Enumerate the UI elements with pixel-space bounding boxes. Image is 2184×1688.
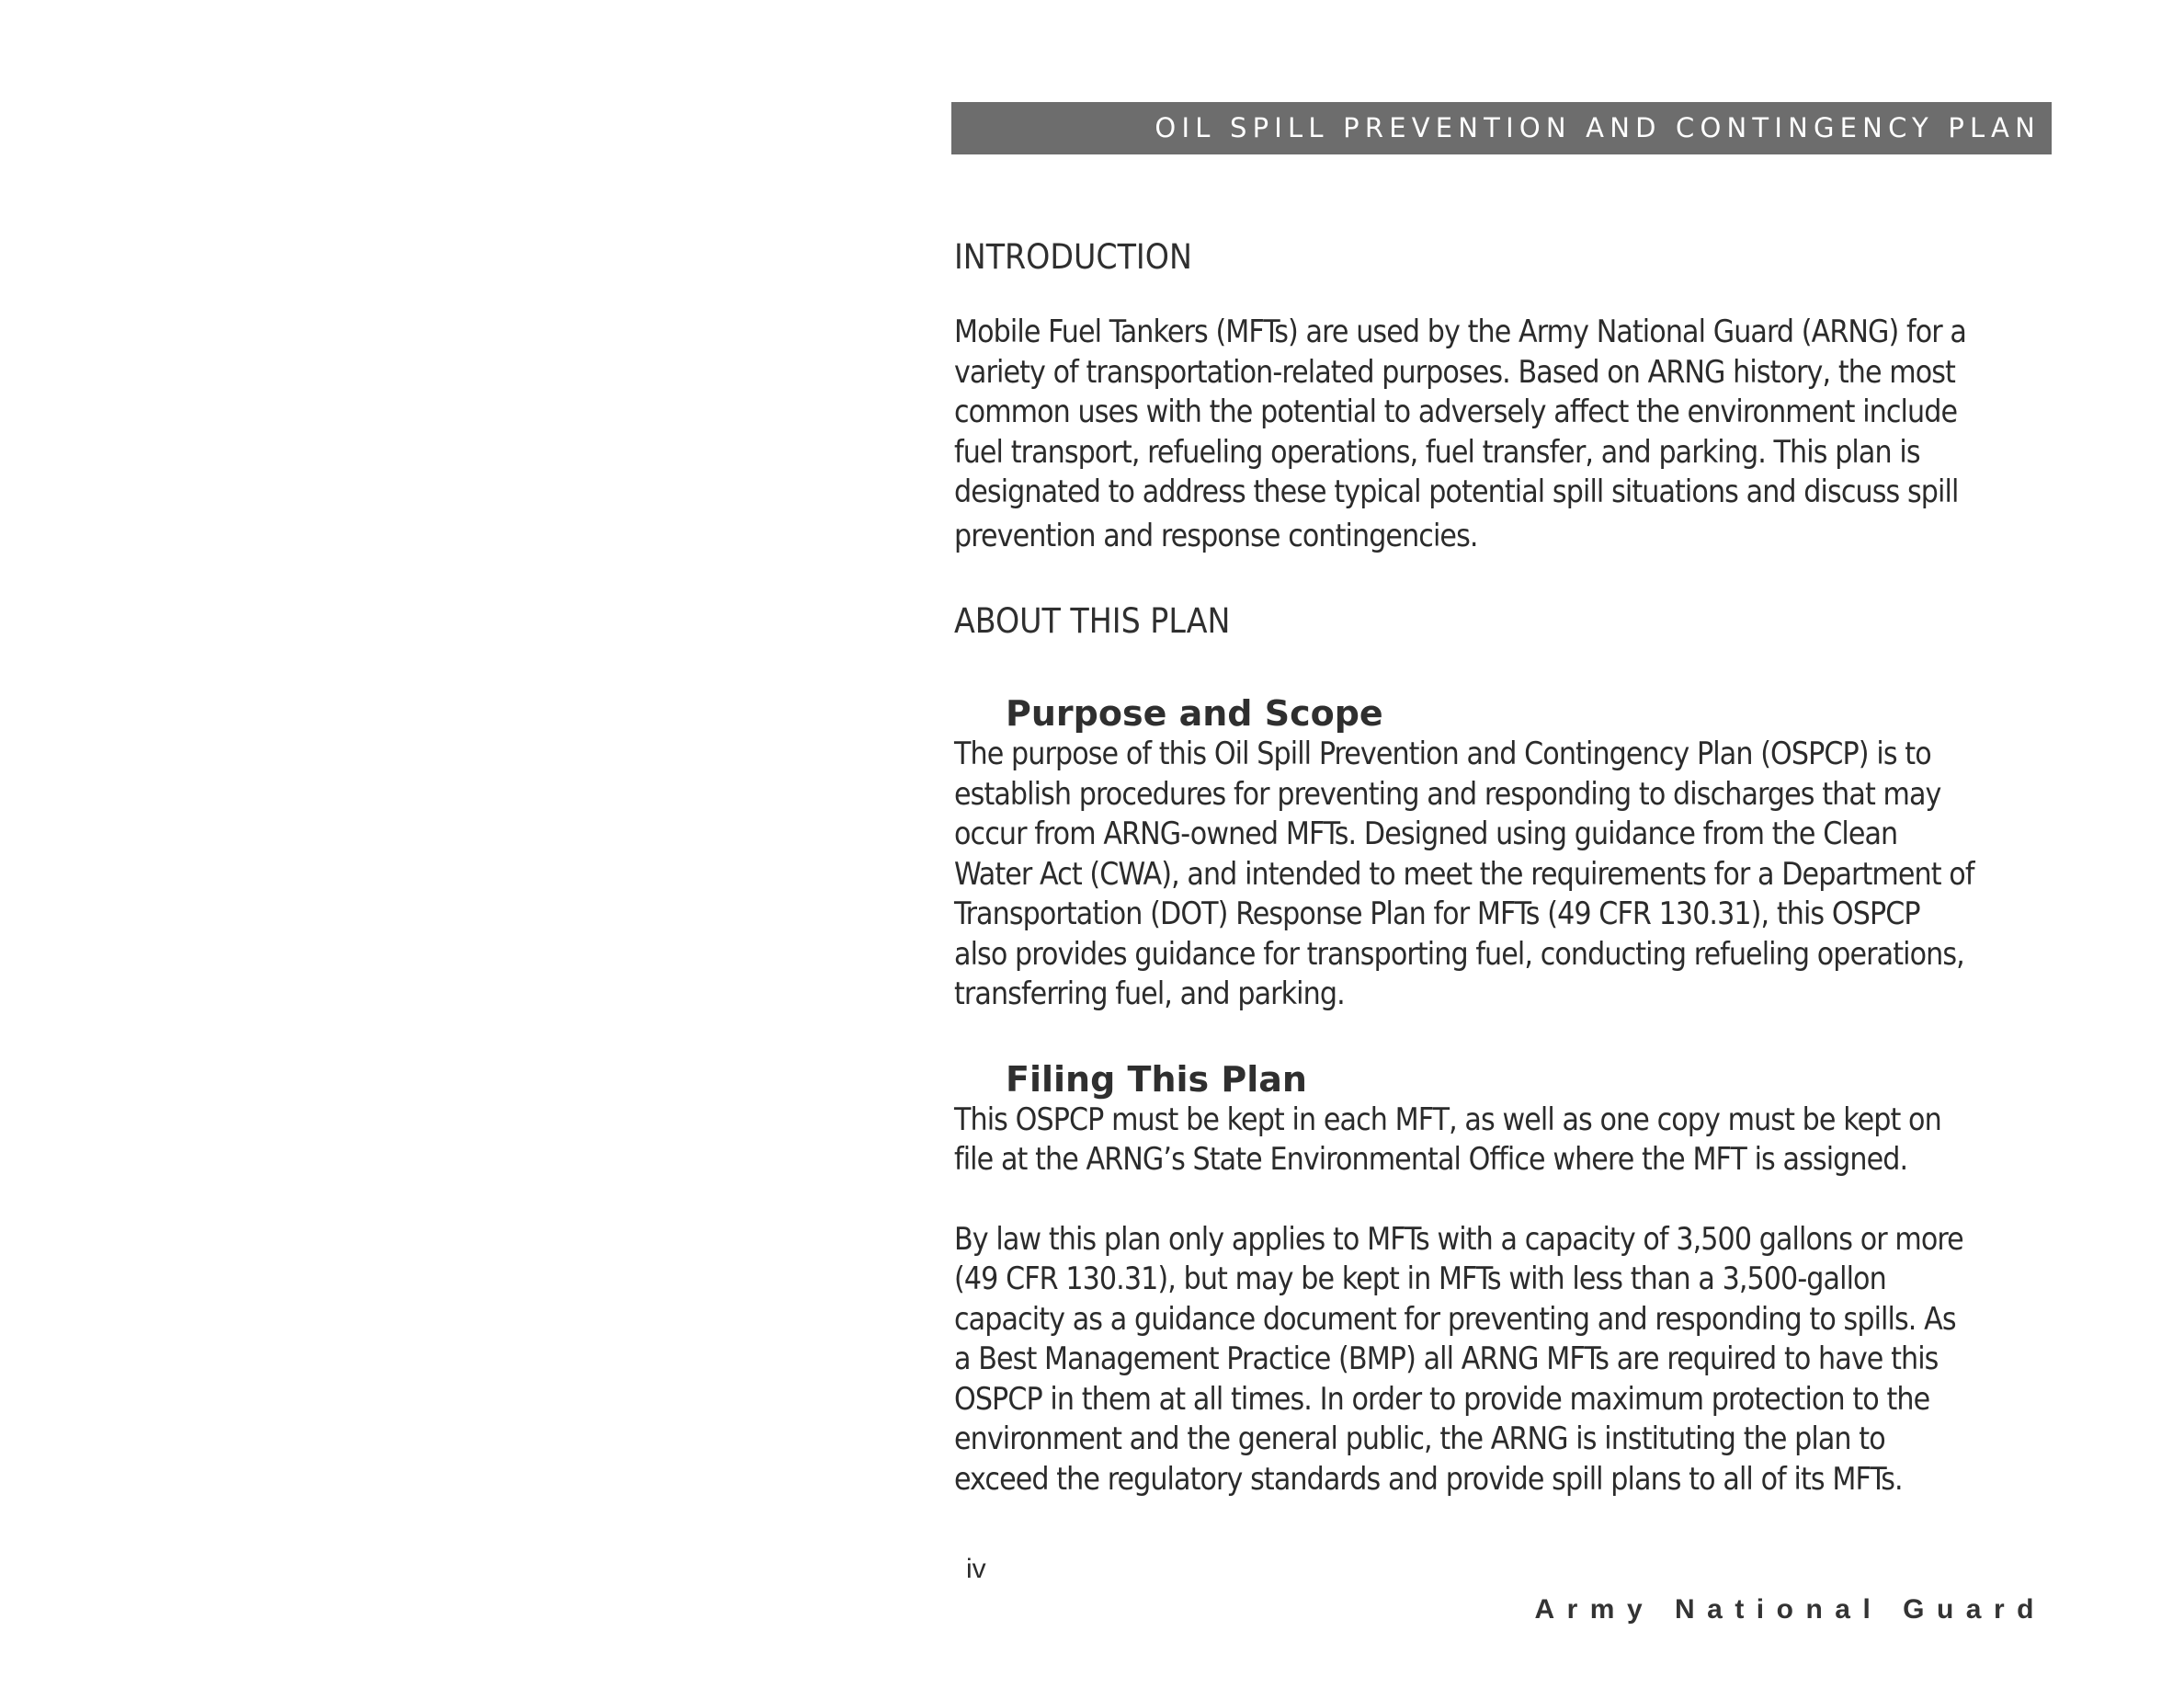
purpose-scope-paragraph <box>954 734 2057 1014</box>
purpose-scope-heading: Purpose and Scope <box>1006 693 1383 734</box>
text-line: By law this plan only applies to MFTs with a capacity of 3,500 gallons or more <box>954 1220 1963 1257</box>
text-line: environment and the general public, the ARNG is instituting the plan to <box>954 1420 1885 1456</box>
page-content <box>954 234 2057 1499</box>
text-line: exceed the regulatory standards and provide spill plans to all of its MFTs. <box>954 1460 1903 1497</box>
text-line: This OSPCP must be kept in each MFT, as well as one copy must be kept on <box>954 1101 1941 1137</box>
text-line: OSPCP in them at all times. In order to provide maximum protection to the <box>954 1380 1930 1417</box>
text-line: capacity as a guidance document for preventing and responding to spills. As <box>954 1300 1956 1337</box>
about-plan-heading: ABOUT THIS PLAN <box>954 601 1231 641</box>
footer-organization: Army National Guard <box>1534 1594 2046 1625</box>
text-line: variety of transportation-related purposes. Based on ARNG history, the most <box>954 353 1955 390</box>
text-line: establish procedures for preventing and responding to discharges that may <box>954 775 1941 812</box>
running-header-title: OIL SPILL PREVENTION AND CONTINGENCY PLAN <box>1155 112 2041 143</box>
introduction-paragraph <box>954 312 2057 555</box>
text-line: designated to address these typical potential spill situations and discuss spill <box>954 473 1959 509</box>
text-line: transferring fuel, and parking. <box>954 975 1345 1011</box>
text-line: The purpose of this Oil Spill Prevention and Contingency Plan (OSPCP) is to <box>954 736 1931 771</box>
text-line: Transportation (DOT) Response Plan for MFTs (49 CFR 130.31), this OSPCP <box>954 895 1920 931</box>
text-line: (49 CFR 130.31), but may be kept in MFTs with less than a 3,500-gallon <box>954 1260 1886 1296</box>
page-number: iv <box>966 1554 986 1584</box>
filing-paragraph-2 <box>954 1219 2057 1500</box>
text-line: Water Act (CWA), and intended to meet the requirements for a Department of <box>954 855 1974 892</box>
text-line: occur from ARNG-owned MFTs. Designed using guidance from the Clean <box>954 815 1898 851</box>
filing-paragraph-1 <box>954 1100 2057 1180</box>
text-line: file at the ARNG’s State Environmental Office where the MFT is assigned. <box>954 1141 1908 1177</box>
text-line: common uses with the potential to adversely affect the environment include <box>954 393 1958 429</box>
text-line: Mobile Fuel Tankers (MFTs) are used by the Army National Guard (ARNG) for a <box>954 314 1966 349</box>
running-header-bar <box>951 102 2052 154</box>
text-line: prevention and response contingencies. <box>954 517 1478 553</box>
filing-plan-heading: Filing This Plan <box>1006 1058 1307 1100</box>
text-line: a Best Management Practice (BMP) all ARNG MFTs are required to have this <box>954 1340 1939 1376</box>
text-line: also provides guidance for transporting fuel, conducting refueling operations, <box>954 935 1964 972</box>
introduction-heading: INTRODUCTION <box>954 237 1192 277</box>
text-line: fuel transport, refueling operations, fuel transfer, and parking. This plan is <box>954 433 1920 470</box>
